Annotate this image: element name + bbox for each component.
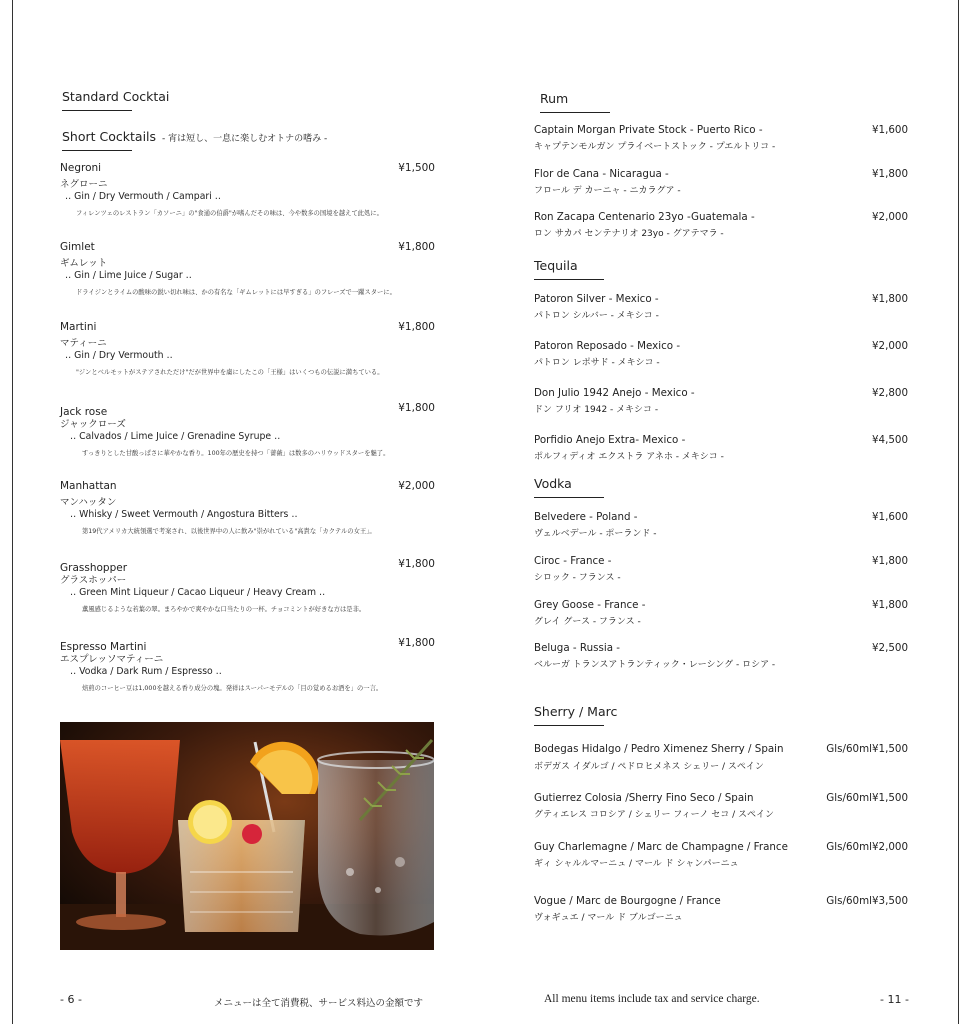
item-description: 第19代アメリカ大統領選で考案され、以後世界中の人に飲み"崇がれている"高貴な「カクテルの女王」。	[82, 528, 376, 535]
sherry-marc-heading	[534, 704, 617, 719]
item-name: Flor de Cana - Nicaragua -	[534, 168, 669, 180]
item-price: ¥1,800	[398, 637, 435, 649]
item-price: ¥1,600	[871, 124, 908, 136]
item-name: Don Julio 1942 Anejo - Mexico -	[534, 387, 695, 399]
item-japanese-name: グラスホッパー	[60, 575, 127, 586]
item-japanese-name: ネグローニ	[60, 179, 108, 190]
item-name: Guy Charlemagne / Marc de Champagne / France	[534, 841, 788, 853]
item-japanese-name: キャプテンモルガン プライベートストック - プエルトリコ -	[534, 142, 776, 152]
section-title: Rum	[540, 91, 569, 106]
item-japanese-name: ギムレット	[60, 258, 108, 269]
item-name: Gimlet	[60, 241, 95, 253]
item-price: ¥1,800	[398, 402, 435, 414]
item-price: Gls/60ml¥1,500	[826, 743, 908, 755]
section-subtitle: - 宵は短し、一息に楽しむオトナの嗜み -	[162, 134, 328, 144]
item-name: Grey Goose - France -	[534, 599, 646, 611]
item-price: ¥2,800	[871, 387, 908, 399]
item-name: Beluga - Russia -	[534, 642, 620, 654]
item-japanese-name: ボデガス イダルゴ / ペドロヒメネス シェリー / スペイン	[534, 762, 764, 772]
item-name: Grasshopper	[60, 562, 128, 574]
item-name: Jack rose	[60, 406, 108, 418]
item-price: Gls/60ml¥1,500	[826, 792, 908, 804]
item-name: Bodegas Hidalgo / Pedro Ximenez Sherry / Spain	[534, 743, 784, 755]
item-description: ドライジンとライムの酸味の鋭い切れ味は、かの有名な「ギムレットには早すぎる」のフレーズで一躍スターに。	[76, 289, 396, 296]
page-number-left: - 6 -	[60, 993, 82, 1006]
item-japanese-name: ロン サカパ センテナリオ 23yo - グアテマラ -	[534, 229, 724, 239]
item-price: ¥1,800	[398, 321, 435, 333]
item-japanese-name: パトロン レポサド - メキシコ -	[534, 358, 660, 368]
item-name: Captain Morgan Private Stock - Puerto Rico -	[534, 124, 763, 136]
item-japanese-name: グティエレス コロシア / シェリー フィーノ セコ / スペイン	[534, 810, 775, 820]
vodka-heading	[534, 476, 572, 491]
section-title: Tequila	[534, 258, 578, 273]
item-description: 薫風感じるような若葉の翠。まろやかで爽やかな口当たりの一杯。チョコミントが好きな方は是非。	[82, 606, 366, 613]
item-name: Belvedere - Poland -	[534, 511, 638, 523]
item-japanese-name: ギィ シャルルマーニュ / マール ド シャンパーニュ	[534, 859, 739, 869]
page-border-right	[958, 0, 959, 1024]
item-japanese-name: シロック - フランス -	[534, 573, 621, 583]
item-ingredients: ‥ Calvados / Lime Juice / Grenadine Syrupe ‥	[70, 431, 281, 442]
item-price: ¥2,000	[871, 340, 908, 352]
item-japanese-name: ドン フリオ 1942 - メキシコ -	[534, 405, 659, 415]
item-name: Vogue / Marc de Bourgogne / France	[534, 895, 721, 907]
item-name: Gutierrez Colosia /Sherry Fino Seco / Spain	[534, 792, 754, 804]
item-name: Porfidio Anejo Extra- Mexico -	[534, 434, 686, 446]
page-title	[62, 89, 169, 104]
item-description: すっきりとした甘酸っぱさに華やかな香り。100年の歴史を持つ「薔薇」は数多のハリウッドスターを魅了。	[82, 450, 390, 457]
item-japanese-name: ジャックローズ	[60, 419, 126, 430]
item-price: ¥2,500	[871, 642, 908, 654]
section-title: Short Cocktails	[62, 129, 157, 144]
item-description: フィレンツェのレストラン「カソーニ」の"食通の伯爵"が嗜んだその味は、今や数多の国境を越えて此処に。	[76, 210, 383, 217]
item-ingredients: ‥ Gin / Lime Juice / Sugar ‥	[65, 270, 192, 281]
item-name: Ron Zacapa Centenario 23yo -Guatemala -	[534, 211, 755, 223]
item-price: ¥2,000	[871, 211, 908, 223]
item-ingredients: ‥ Vodka / Dark Rum / Espresso ‥	[70, 666, 222, 677]
section-title: Vodka	[534, 476, 572, 491]
item-price: ¥1,800	[871, 555, 908, 567]
item-ingredients: ‥ Gin / Dry Vermouth / Campari ‥	[65, 191, 221, 202]
item-japanese-name: エスプレッソマティーニ	[60, 654, 164, 665]
item-price: ¥2,000	[398, 480, 435, 492]
item-price: ¥1,600	[871, 511, 908, 523]
item-japanese-name: グレイ グース - フランス -	[534, 617, 641, 627]
item-name: Espresso Martini	[60, 641, 147, 653]
item-name: Ciroc - France -	[534, 555, 612, 567]
item-price: ¥4,500	[871, 434, 908, 446]
item-name: Manhattan	[60, 480, 117, 492]
footer-note-japanese: メニューは全て消費税、サービス料込の金額です	[214, 998, 424, 1009]
item-ingredients: ‥ Whisky / Sweet Vermouth / Angostura Bitters ‥	[70, 509, 298, 520]
item-japanese-name: ベルーガ トランスアトランティック・レーシング - ロシア -	[534, 660, 776, 670]
section-title: Sherry / Marc	[534, 704, 618, 719]
item-name: Patoron Reposado - Mexico -	[534, 340, 681, 352]
item-japanese-name: マティーニ	[60, 338, 107, 349]
item-japanese-name: マンハッタン	[60, 497, 117, 508]
item-japanese-name: ポルフィディオ エクストラ アネホ - メキシコ -	[534, 452, 724, 462]
item-price: ¥1,800	[871, 168, 908, 180]
page-number-right: - 11 -	[880, 993, 909, 1006]
page-border-left	[12, 0, 13, 1024]
item-price: Gls/60ml¥2,000	[826, 841, 908, 853]
item-price: ¥1,800	[871, 599, 908, 611]
item-description: "ジンとベルモットがステアされただけ"だが世界中を虜にしたこの「王様」はいくつもの伝説に満ちている。	[76, 369, 384, 376]
page-title-text: Standard Cocktai	[62, 89, 170, 104]
item-ingredients: ‥ Gin / Dry Vermouth ‥	[65, 350, 173, 361]
item-name: Patoron Silver - Mexico -	[534, 293, 659, 305]
item-price: ¥1,500	[398, 162, 435, 174]
item-price: ¥1,800	[871, 293, 908, 305]
item-japanese-name: ヴェルベデール - ポーランド -	[534, 529, 657, 539]
item-price: ¥1,800	[398, 558, 435, 570]
item-price: ¥1,800	[398, 241, 435, 253]
cocktail-photo	[60, 722, 434, 950]
item-name: Martini	[60, 321, 97, 333]
footer-note-english: All menu items include tax and service charge.	[544, 993, 760, 1005]
item-japanese-name: パトロン シルバー - メキシコ -	[534, 311, 659, 321]
item-ingredients: ‥ Green Mint Liqueur / Cacao Liqueur / Heavy Cream ‥	[70, 587, 326, 598]
item-japanese-name: フロール デ カーニャ - ニカラグア -	[534, 186, 681, 196]
short-cocktails-heading	[62, 129, 327, 144]
rum-heading	[540, 91, 568, 106]
item-description: 焙煎のコーヒー豆は1,000を越える香り成分の塊。発祥はスーパーモデルの「目の覚めるお酒を」の一言。	[82, 685, 383, 692]
item-name: Negroni	[60, 162, 102, 174]
tequila-heading	[534, 258, 578, 273]
item-price: Gls/60ml¥3,500	[826, 895, 908, 907]
item-japanese-name: ヴォギュエ / マール ド ブルゴーニュ	[534, 913, 683, 923]
